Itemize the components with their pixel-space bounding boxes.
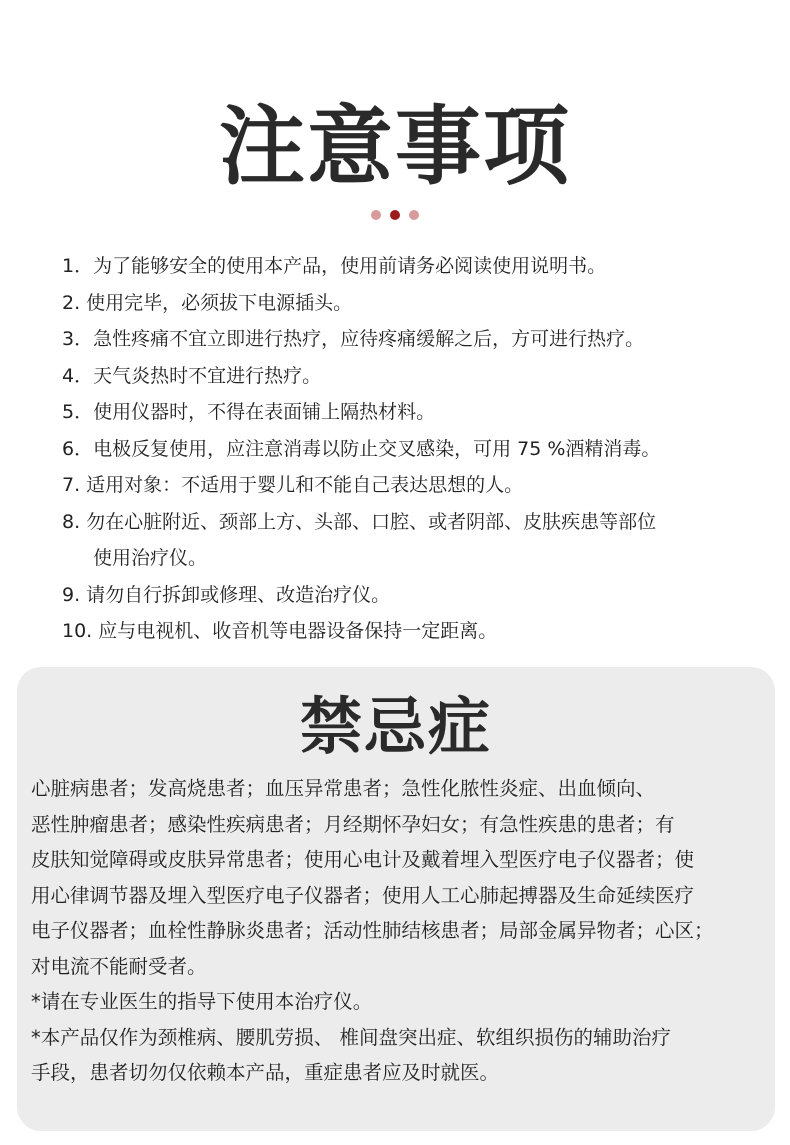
contraindications-line-6: 对电流不能耐受者。 (31, 954, 207, 978)
notice-item-5: 5．使用仪器时，不得在表面铺上隔热材料。 (62, 401, 436, 423)
advice-line-2: *本产品仅作为颈椎病、腰肌劳损、 椎间盘突出症、软组织损伤的辅助治疗 (31, 1025, 671, 1049)
contraindications-panel (17, 667, 775, 1131)
notice-item-10: 10. 应与电视机、收音机等电器设备保持一定距离。 (62, 620, 498, 642)
contraindications-line-3: 皮肤知觉障碍或皮肤异常患者；使用心电计及戴着埋入型医疗电子仪器者；使 (31, 848, 695, 871)
notice-item-8-continued (62, 540, 762, 577)
notice-item-1: 1．为了能够安全的使用本产品，使用前请务必阅读使用说明书。 (62, 255, 607, 277)
notice-item-4: 4．天气炎热时不宜进行热疗。 (62, 364, 322, 387)
contraindications-line-4: 用心律调节器及埋入型医疗电子仪器者；使用人工心肺起搏器及生命延续医疗 (31, 883, 695, 907)
contraindications-body (31, 771, 766, 1091)
contraindications-line-2: 恶性肿瘤患者；感染性疾病患者；月经期怀孕妇女；有急性疾患的患者；有 (31, 812, 675, 836)
contraindications-line-5: 电子仪器者；血栓性静脉炎患者；活动性肺结核患者；局部金属异物者；心区； (31, 919, 714, 942)
notice-item-2: 2. 使用完毕，必须拔下电源插头。 (62, 291, 353, 314)
notice-item-7: 7. 适用对象：不适用于婴儿和不能自己表达思想的人。 (62, 474, 524, 496)
notice-item-6: 6．电极反复使用，应注意消毒以防止交叉感染，可用 75 %酒精消毒。 (62, 437, 661, 460)
notice-item-3: 3．急性疼痛不宜立即进行热疗，应待疼痛缓解之后，方可进行热疗。 (62, 328, 645, 350)
notice-item-9: 9. 请勿自行拆卸或修理、改造治疗仪。 (62, 583, 391, 606)
divider-dot-left (371, 210, 381, 220)
notice-item-8-continued-text: 使用治疗仪。 (93, 547, 208, 569)
notice-item-8: 8. 勿在心脏附近、颈部上方、头部、口腔、或者阴部、皮肤疾患等部位 (62, 510, 657, 533)
divider-dot-center (390, 210, 400, 220)
title-divider-dots (0, 210, 790, 220)
notice-title: 注意事项 (219, 97, 571, 197)
contraindications-line-1: 心脏病患者；发高烧患者；血压异常患者；急性化脓性炎症、出血倾向、 (31, 777, 656, 800)
divider-dot-right (409, 210, 419, 220)
advice-line-1: *请在专业医生的指导下使用本治疗仪。 (31, 990, 373, 1013)
advice-line-3: 手段，患者切勿仅依赖本产品，重症患者应及时就医。 (31, 1061, 500, 1084)
notice-list (62, 248, 762, 650)
contraindications-title: 禁忌症 (299, 690, 492, 763)
